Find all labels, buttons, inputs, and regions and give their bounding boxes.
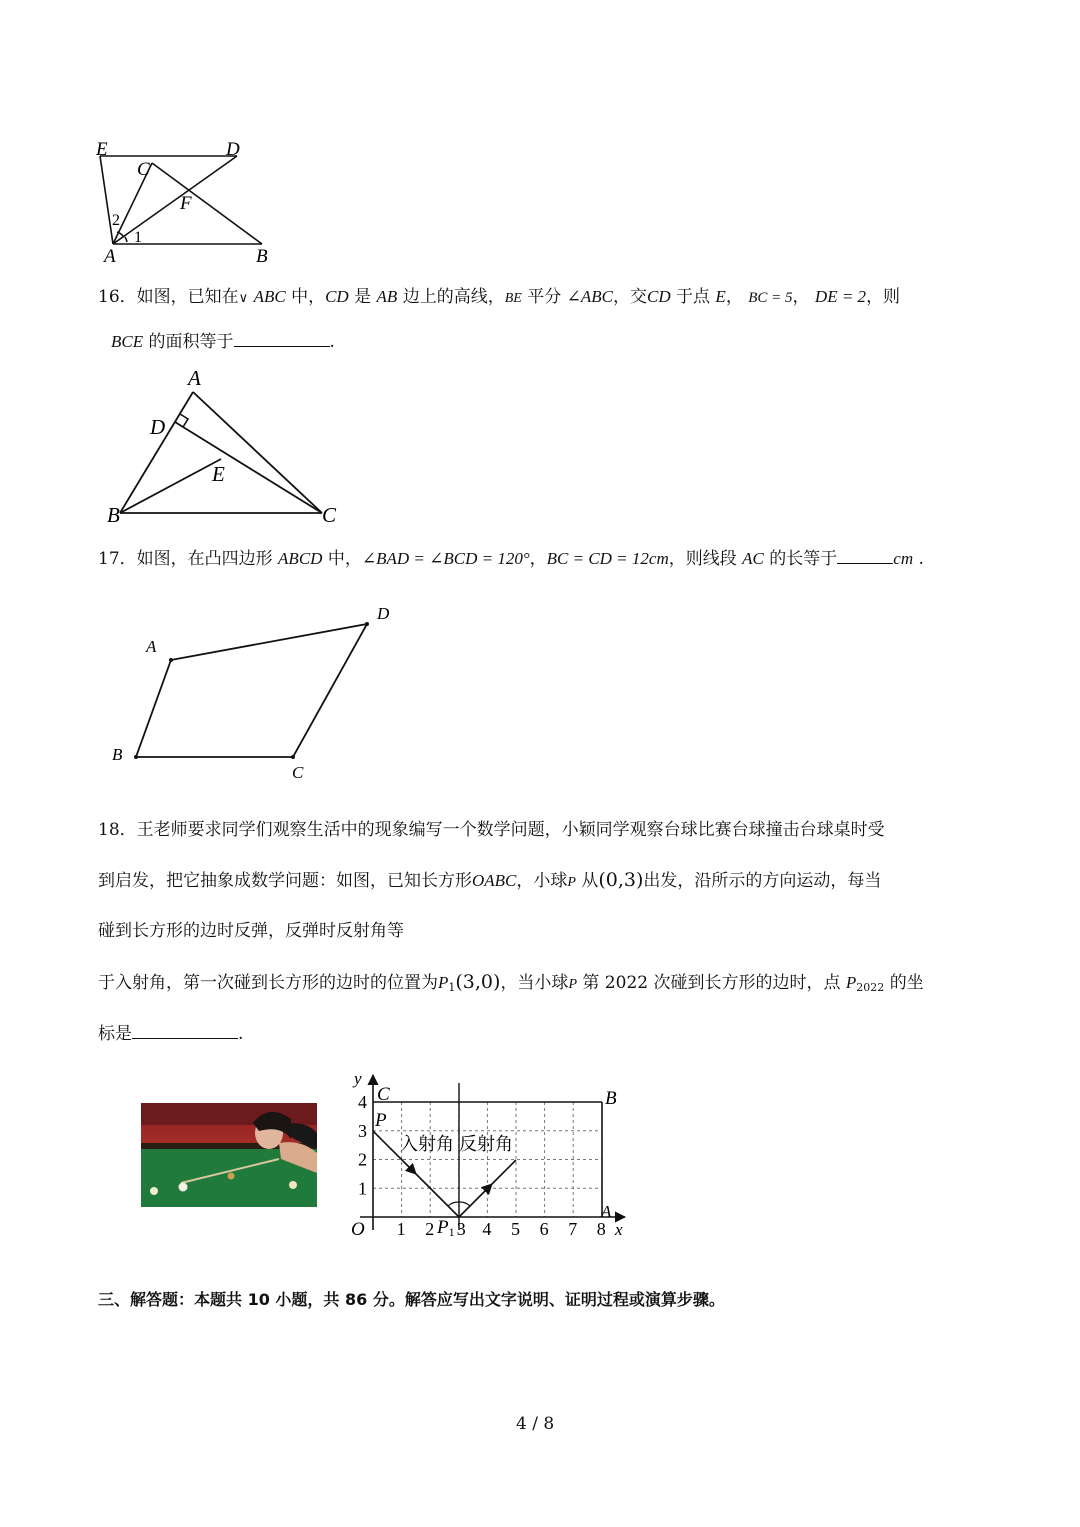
label-D: D — [377, 604, 390, 623]
label-P: P — [375, 1110, 387, 1131]
y-tick-label: 4 — [358, 1092, 367, 1112]
answer-blank-18[interactable] — [132, 1020, 238, 1039]
axis-x-label: x — [615, 1220, 623, 1239]
ball — [150, 1187, 158, 1195]
angle-2-label: 2 — [112, 212, 120, 229]
ball — [289, 1181, 297, 1189]
label-D: D — [150, 415, 166, 439]
label-A: A — [104, 246, 116, 267]
label-E: E — [96, 139, 108, 160]
answer-blank-16[interactable] — [234, 328, 330, 347]
label-B: B — [256, 246, 268, 267]
angle-1-label: 1 — [134, 229, 142, 246]
y-tick-label: 2 — [358, 1149, 367, 1170]
y-tick-label: 1 — [358, 1178, 367, 1199]
incidence-angle-label: 入射角 — [400, 1134, 454, 1155]
section-3-heading: 三、解答题：本题共 10 小题，共 86 分。解答应写出文字说明、证明过程或演算步骤。 — [98, 1290, 725, 1309]
label-C: C — [292, 763, 304, 782]
question-18-line1: 18．王老师要求同学们观察生活中的现象编写一个数学问题，小颖同学观察台球比赛台球撞击台球桌时受 — [98, 820, 885, 840]
x-tick-label: 1 — [396, 1219, 406, 1239]
cue-ball — [179, 1183, 188, 1192]
label-B: B — [107, 503, 120, 527]
label-A: A — [601, 1202, 612, 1221]
x-tick-label: 2 — [425, 1219, 435, 1239]
y-tick-label: 3 — [358, 1120, 367, 1141]
ball — [228, 1173, 235, 1180]
x-tick-label: 3 — [456, 1219, 466, 1239]
answer-blank-17[interactable] — [837, 545, 893, 564]
x-tick-label: 7 — [568, 1219, 578, 1239]
x-tick-label: 4 — [482, 1219, 492, 1239]
figure-q16 — [100, 365, 350, 530]
label-C: C — [322, 503, 337, 527]
figure-q17 — [100, 600, 410, 790]
question-16-line1: 16．如图，已知在∨ ABC 中，CD 是 AB 边上的高线，BE 平分 ∠ABC，交CD 于点 E， BC = 5， DE = 2，则 — [98, 287, 901, 307]
label-D: D — [226, 139, 240, 160]
question-18-line5: 标是 . — [98, 1020, 243, 1046]
figure-q18-coordinate — [340, 1065, 640, 1245]
origin-label: O — [351, 1219, 365, 1240]
x-tick-label: 8 — [596, 1219, 606, 1239]
axis-y-label: y — [354, 1069, 362, 1088]
question-18-line3: 碰到长方形的边时反弹，反弹时反射角等 — [98, 921, 404, 941]
label-A: A — [188, 366, 201, 390]
question-17: 17．如图，在凸四边形 ABCD 中，∠BAD = ∠BCD = 120°，BC = CD = 12cm，则线段 AC 的长等于 cm . — [98, 545, 924, 571]
billiards-photo — [141, 1103, 317, 1207]
label-E: E — [212, 462, 225, 486]
page-number: 4 / 8 — [516, 1414, 555, 1434]
x-tick-label: 6 — [539, 1219, 549, 1239]
label-A: A — [146, 637, 157, 656]
label-F: F — [180, 193, 192, 214]
x-tick-label: 5 — [511, 1219, 520, 1239]
label-C: C — [137, 159, 150, 180]
question-18-line2: 到启发，把它抽象成数学问题：如图，已知长方形OABC，小球P 从(0,3)出发，沿所示的方向运动，每当 — [98, 869, 882, 891]
question-18-line4: 于入射角，第一次碰到长方形的边时的位置为$P_1(3,0)$，当小球P 第 2022 次碰到长方形的边时，点 $P_{2022}$ 的坐 — [98, 971, 924, 994]
question-16-line2: BCE 的面积等于 . — [111, 328, 335, 354]
label-P1: P1 — [437, 1217, 455, 1239]
label-B: B — [605, 1088, 617, 1109]
figure-q15 — [90, 135, 290, 270]
label-B: B — [112, 745, 123, 764]
reflection-angle-label: 反射角 — [459, 1134, 513, 1155]
label-C: C — [377, 1084, 390, 1105]
